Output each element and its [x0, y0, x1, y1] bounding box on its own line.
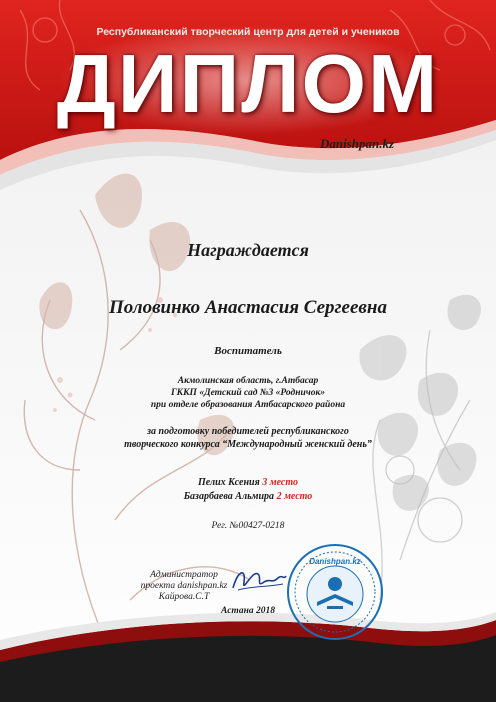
reason-line-1: за подготовку победителей республиканского	[147, 426, 349, 437]
awarded-heading: Награждается	[187, 240, 309, 260]
signature-icon	[228, 560, 288, 600]
city-year: Астана 2018	[221, 606, 275, 616]
reason-line-2: творческого конкурса “Международный женский день”	[124, 439, 372, 450]
winner-name: Базарбаева Альмира	[183, 491, 275, 502]
recipient-position: Воспитатель	[214, 345, 282, 357]
winner-place: 3 место	[262, 477, 298, 488]
organization-line-3: при отделе образования Атбасарского района	[150, 400, 346, 410]
stamp-text: Danishpan.kz	[309, 557, 361, 566]
winner-line	[0, 477, 496, 488]
winner-line	[0, 491, 496, 502]
registration-number: Рег. №00427-0218	[211, 521, 285, 531]
admin-name: Кайрова.С.Т	[158, 592, 210, 602]
winner-name: Пелих Ксения	[198, 477, 260, 488]
issuer-subtitle: Республиканский творческий центр для детей и учеников	[96, 26, 400, 38]
organization-line-2: ГККП «Детский сад №3 «Родничок»	[170, 388, 326, 398]
admin-project: проекта danishpan.kz	[140, 581, 228, 591]
winner-place: 2 место	[276, 491, 313, 502]
admin-title: Администратор	[150, 570, 218, 580]
website-label: Danishpan.kz	[320, 136, 395, 151]
stamp-seal	[285, 542, 385, 642]
organization-line-1: Акмолинская область, г.Атбасар	[177, 376, 319, 386]
recipient-name: Половинко Анастасия Сергеевна	[109, 297, 387, 318]
diploma-title: ДИПЛОМ	[56, 37, 440, 130]
